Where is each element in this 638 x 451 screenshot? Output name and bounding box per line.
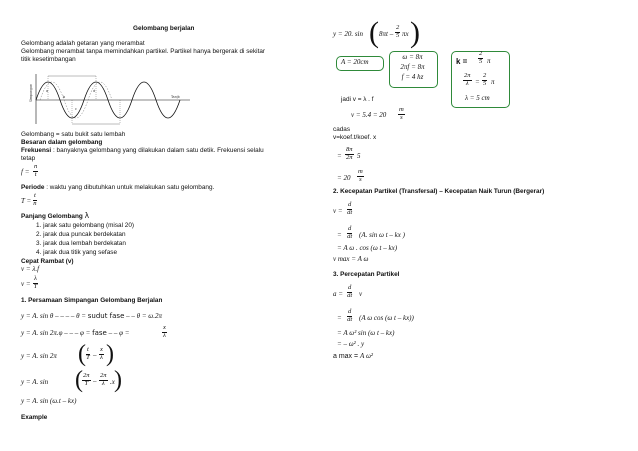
frequency-def-line-1: Frekuensi : banyaknya gelombang yang dilakukan dalam satu detik. Frekuensi selalu [21,147,264,154]
frequency-def-line-2: tetap [21,155,36,162]
particle-speed-max: v max = A ω [333,255,369,263]
alt-result: = 20 [337,174,351,182]
wave-label-d: d [93,89,96,93]
example-equation: y = 20. sin [333,30,363,38]
equation-line-5: y = A. sin (ω.t – kx) [21,397,77,405]
wave-label-b: b [63,95,66,99]
document-page: Gelombang berjalan Gelombang adalah getaran yang merambat Gelombang merambat tanpa memindahkan partikel. Partikel hanya bergerak di sekitar titik kesetimbangan a b c d Tanjk Simpangan Gelombang = satu bukit satu lembah Besaran dalam gelombang Frekuensi : banyaknya gelombang yang dilakukan dalam satu detik. Frekuensi selalu tetap f = $\frac{n}{t}$ Periode : waktu yang dibutuhkan untuk melakukan satu gelombang. T = $\frac{t}{n}$ Panjang Gelombang λ 1. jarak satu gelombang (misal 20) 2. jarak dua puncak berdekatan 3. jarak dua lembah berdekatan 4. jarak dua titik yang sefase Cepat Rambat (v) v = λ.f v = $\frac{\lambda}{T}$ 1. Persamaan Simpangan Gelombang Berjalan y = A. sin θ – – – – θ = sudut fase – – θ = ω.2π y = A. sin 2π.φ – – – φ = fase – – φ = $\frac{x}{\lambda}$ y = A. sin 2π ( $\frac{t}{T}$ – $\frac{x}{\lambda}$ ) y = A. sin ( $\frac{2\pi}{T}$ – $\frac{2\pi}{\lambda}$ .x ) y = A. sin (ω.t – kx) Example y = 20. sin ( 8πt – $\frac{2}{5}$ πx ) A = 20cm ω = 8π 2πf = 8π f = 4 hz k = $\frac{2}{5}$ π $\frac{2\pi}{\lambda}$ = $\frac{2}{5}$ π λ = 5 cm jadi v = λ . f v = 5.4 = 20 $\frac{m}{s}$ cadas v=koef.t/koef. x = $\frac{8\pi}{2\pi}$ 5 = 20 $\frac{m}{s}$ 2. Kecepatan Partikel (Transfersal) – Kecepatan Naik Turun (Bergerar) v = $\frac{d}{dt}$ = $\frac{d}{dt}$ (A. sin ω t – kx ) = A ω . cos (ω t – kx) v max = A ω 3. Percepatan Partikel a = $\frac{d}{dt}$ v = $\frac{d}{dt}$ (A ω cos (ω t – kx)) = A ω² sin (ω t – kx) = – ω² . y a max = A ω² [21,16,545,421]
alt-result-unit: $\frac{m}{s}$ [358,168,363,183]
equation-line-2: y = A. sin 2π.φ – – – φ = fase – – φ = [21,329,130,337]
period-def: Periode : waktu yang dibutuhkan untuk melakukan satu gelombang. [21,184,215,191]
formula-t-lhs: T = [21,197,32,205]
equation-line-2-fraction: $\frac{x}{\lambda}$ [163,324,166,339]
wave-figure [30,72,192,127]
intro-line-3: titik kesetimbangan [21,56,76,63]
heading-particle-speed: 2. Kecepatan Partikel (Transfersal) – Kecepatan Naik Turun (Bergerar) [333,188,545,195]
heading-speed: Cepat Rambat (v) [21,258,74,265]
particle-accel-max: a max = A ω² [333,352,373,360]
intro-line-1: Gelombang adalah getaran yang merambat [21,40,145,47]
example-equation-fraction: $\frac{2}{5}$ [396,24,400,39]
document-title: Gelombang berjalan [133,25,195,32]
omega-line-3: f = 4 hz [401,73,424,81]
formula-speed-1: v = λ.f [21,265,40,273]
heading-wavelength: Panjang Gelombang λ [21,211,90,220]
alt-label: cadas [333,126,351,133]
wavelength-item-1: 1. jarak satu gelombang (misal 20) [36,222,135,229]
formula-speed-2-lhs: v = [21,280,31,288]
wave-label-a: a [46,89,49,93]
particle-speed-deriv: $\frac{d}{dt}$ [347,201,353,216]
heading-equation: 1. Persamaan Simpangan Gelombang Berjalan [21,297,163,304]
equation-line-3-frac-a: $\frac{t}{T}$ [86,346,90,361]
wave-label-y: Simpangan [29,83,33,102]
amplitude-value: A = 20cm [341,58,369,66]
definition-wave: Gelombang = satu bukit satu lembah [21,131,126,138]
particle-accel-line-2: (A ω cos (ω t – kx)) [359,314,414,322]
particle-accel-line-3: = A ω² sin (ω t – kx) [337,329,395,337]
wavenumber-frac-3: $\frac{2}{5}$ [483,72,487,87]
omega-line-2: 2πf = 8π [400,63,425,71]
wavelength-item-3: 3. jarak dua lembah berdekatan [36,240,126,247]
alt-formula: v=koef.t/koef. x [333,134,377,141]
equation-line-3-lhs: y = A. sin 2π [21,352,57,360]
wavelength-item-4: 4. jarak dua titik yang sefase [36,249,117,256]
formula-speed-2-fraction: $\frac{\lambda}{T}$ [33,275,38,290]
omega-line-1: ω = 8π [402,53,423,61]
formula-t-fraction: $\frac{t}{n}$ [33,192,37,207]
heading-example: Example [21,414,48,421]
speed-calc: v = 5.4 = 20 [351,111,387,119]
heading-particle-accel: 3. Percepatan Partikel [333,271,400,278]
alt-fraction: $\frac{8\pi}{2\pi}$ [346,146,353,161]
equation-line-4-frac-b: $\frac{2\pi}{\lambda}$ [100,372,107,387]
equation-line-4-frac-a: $\frac{2\pi}{T}$ [83,372,90,387]
particle-accel-deriv-2: $\frac{d}{dt}$ [347,308,353,323]
particle-accel-deriv: $\frac{d}{dt}$ [347,284,353,299]
formula-f-lhs: f = [21,168,30,176]
intro-line-2: Gelombang merambat tanpa memindahkan partikel. Partikel hanya bergerak di sekitar [21,48,266,55]
wavenumber-frac-2: $\frac{2\pi}{\lambda}$ [464,72,471,87]
particle-speed-line-2: (A. sin ω t – kx ) [359,231,405,239]
equation-line-4-lhs: y = A. sin [21,378,49,386]
particle-speed-deriv-2: $\frac{d}{dt}$ [347,225,353,240]
equation-line-1: y = A. sin θ – – – – θ = sudut fase – – θ = ω.2π [21,312,163,320]
equation-line-3-frac-b: $\frac{x}{\lambda}$ [100,346,103,361]
wavenumber-frac-1: $\frac{2}{5}$ [479,50,483,65]
speed-statement: jadi v = λ . f [341,96,374,103]
wave-label-axis: Tanjk [171,95,180,99]
wavelength-result: λ = 5 cm [465,94,490,102]
heading-quantities: Besaran dalam gelombang [21,139,103,146]
formula-f-fraction: $\frac{n}{t}$ [34,163,38,178]
speed-unit: $\frac{m}{s}$ [399,106,404,121]
particle-speed-line-3: = A ω . cos (ω t – kx) [337,244,398,252]
wavelength-item-2: 2. jarak dua puncak berdekatan [36,231,126,238]
particle-accel-line-4: = – ω² . y [337,340,365,348]
wavenumber-k: k = [456,57,468,66]
wave-label-c: c [75,107,77,111]
